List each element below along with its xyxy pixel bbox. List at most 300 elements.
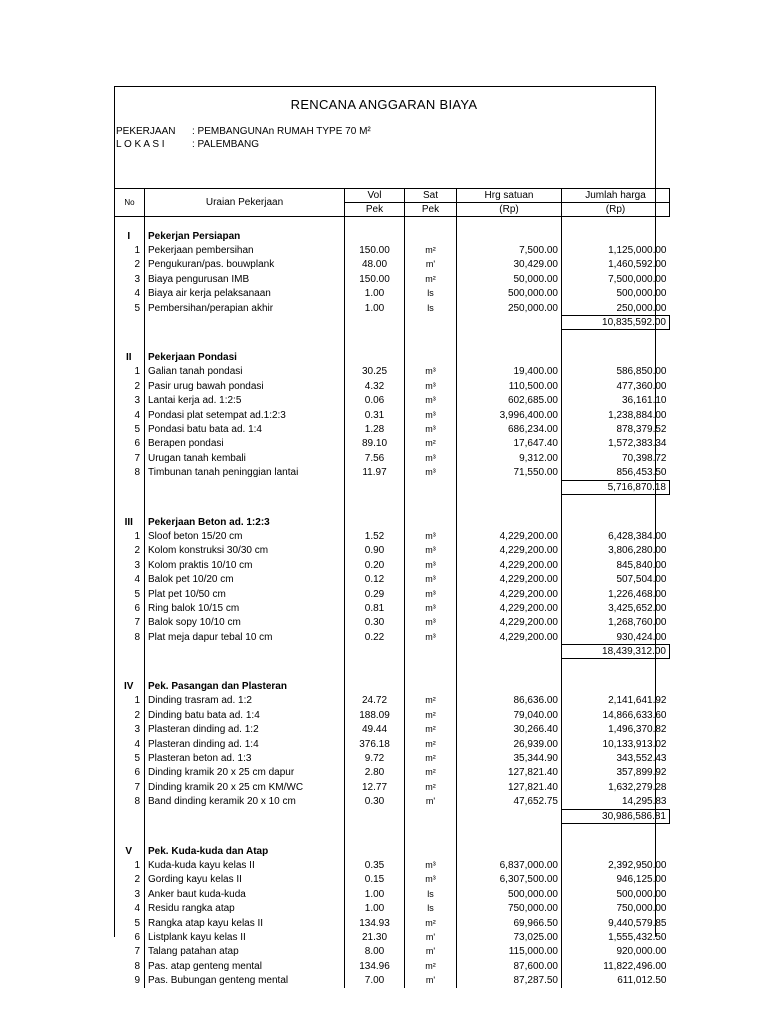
item-unit: m³ [405,451,457,465]
table-row [115,930,670,944]
empty-cell [405,229,457,243]
item-number: 7 [115,780,145,794]
item-description: Balok sopy 10/10 cm [145,616,345,630]
empty-cell [115,669,145,679]
item-total: 920,000.00 [616,946,667,958]
item-unit: m³ [405,408,457,422]
item-unit-price: 87,600.00 [457,959,562,973]
item-unit: m³ [405,572,457,586]
empty-cell [457,645,562,659]
item-number: 6 [115,437,145,451]
item-unit: m' [405,258,457,272]
empty-cell [562,505,670,515]
empty-cell [345,834,405,844]
item-description: Pas. Bubungan genteng mental [145,973,345,987]
subtotal-row [115,809,670,823]
item-number: 3 [115,394,145,408]
empty-cell [345,505,405,515]
empty-cell [405,809,457,823]
col-no: No [115,189,145,217]
item-unit-price: 127,821.40 [457,780,562,794]
empty-cell [145,823,345,834]
item-unit: m³ [405,558,457,572]
item-total: 1,555,432.50 [608,931,667,943]
item-total: 11,822,496.00 [603,960,667,972]
empty-cell [345,844,405,858]
item-volume: 0.81 [345,601,405,615]
item-description: Gording kayu kelas II [145,873,345,887]
item-description: Kolom praktis 10/10 cm [145,558,345,572]
table-row [115,451,670,465]
empty-cell [562,844,670,858]
item-total: 1,572,383.34 [608,438,667,450]
item-description: Talang patahan atap [145,945,345,959]
item-volume: 0.20 [345,558,405,572]
section-header-row [115,229,670,243]
item-description: Plasteran dinding ad. 1:2 [145,723,345,737]
item-unit: m² [405,437,457,451]
item-number: 1 [115,365,145,379]
empty-cell [457,834,562,844]
empty-cell [345,494,405,505]
item-volume: 1.00 [345,901,405,915]
table-body [115,217,670,988]
col-sat-sub: Pek [405,203,457,217]
item-total: 1,632,279.28 [608,781,667,793]
spacer-row [115,494,670,505]
item-description: Sloof beton 15/20 cm [145,529,345,543]
item-total: 1,226,468.00 [608,588,667,600]
item-total: 611,012.50 [617,975,667,987]
table-row [115,780,670,794]
empty-cell [145,659,345,670]
item-number: 2 [115,708,145,722]
col-jml-sub: (Rp) [562,203,670,217]
item-unit-price: 750,000.00 [457,901,562,915]
empty-cell [145,217,345,230]
item-total: 357,899.92 [616,767,667,779]
empty-cell [405,844,457,858]
table-row [115,558,670,572]
item-volume: 7.00 [345,973,405,987]
item-total: 70,398.72 [622,452,667,464]
empty-cell [345,515,405,529]
empty-cell [457,669,562,679]
item-unit-price: 69,966.50 [457,916,562,930]
item-volume: 150.00 [345,243,405,257]
empty-cell [562,494,670,505]
item-number: 7 [115,451,145,465]
item-total: 856,453.50 [616,467,667,479]
empty-cell [345,659,405,670]
item-unit: ls [405,901,457,915]
empty-cell [345,340,405,350]
item-unit-price: 50,000.00 [457,272,562,286]
empty-cell [345,823,405,834]
section-title: Pekerjaan Beton ad. 1:2:3 [145,515,345,529]
item-total: 3,806,280.00 [608,545,667,557]
empty-cell [457,480,562,494]
spacer-row [115,340,670,350]
item-volume: 0.90 [345,544,405,558]
item-number: 8 [115,795,145,810]
empty-cell [457,515,562,529]
pekerjaan-label: PEKERJAAN [116,126,176,137]
empty-cell [457,330,562,341]
empty-cell [457,823,562,834]
item-unit-price: 4,229,200.00 [457,558,562,572]
empty-cell [405,669,457,679]
item-total: 10,133,913.02 [602,738,667,750]
empty-cell [115,494,145,505]
empty-cell [405,823,457,834]
item-unit-price: 35,344.90 [457,751,562,765]
item-total: 2,141,641.92 [608,695,667,707]
item-unit-price: 30,429.00 [457,258,562,272]
item-total: 1,125,000.00 [608,245,667,257]
empty-cell [457,316,562,330]
item-unit: m² [405,766,457,780]
item-volume: 12.77 [345,780,405,794]
item-volume: 150.00 [345,272,405,286]
table-row [115,858,670,872]
empty-cell [405,480,457,494]
section-number: V [115,844,145,858]
table-row [115,708,670,722]
table-row [115,766,670,780]
item-number: 3 [115,558,145,572]
item-volume: 0.30 [345,616,405,630]
empty-cell [115,505,145,515]
item-unit: m³ [405,601,457,615]
item-number: 4 [115,408,145,422]
item-unit-price: 6,307,500.00 [457,873,562,887]
item-unit: m³ [405,873,457,887]
item-number: 5 [115,916,145,930]
section-subtotal: 10,835,592.00 [562,316,670,330]
empty-cell [405,645,457,659]
empty-cell [405,515,457,529]
item-number: 9 [115,973,145,987]
empty-cell [145,316,345,330]
spacer-row [115,505,670,515]
item-total: 1,496,370.82 [608,724,667,736]
item-unit-price: 4,229,200.00 [457,616,562,630]
table-row [115,795,670,810]
item-unit: m² [405,708,457,722]
item-description: Pekerjaan pembersihan [145,243,345,257]
table-row [115,544,670,558]
item-unit-price: 4,229,200.00 [457,601,562,615]
empty-cell [345,229,405,243]
lokasi-value: : PALEMBANG [192,139,260,150]
item-unit-price: 47,652.75 [457,795,562,810]
section-subtotal: 5,716,870.18 [562,480,670,494]
empty-cell [115,330,145,341]
item-unit: m' [405,945,457,959]
table-row [115,916,670,930]
table-row [115,630,670,645]
item-number: 3 [115,272,145,286]
spacer-row [115,834,670,844]
spacer-row [115,823,670,834]
item-number: 6 [115,766,145,780]
empty-cell [457,809,562,823]
item-volume: 0.12 [345,572,405,586]
item-volume: 0.22 [345,630,405,645]
item-total: 878,379.52 [616,423,667,435]
item-description: Band dinding keramik 20 x 10 cm [145,795,345,810]
empty-cell [405,340,457,350]
item-volume: 1.52 [345,529,405,543]
spacer-row [115,659,670,670]
item-unit: m³ [405,630,457,645]
empty-cell [345,330,405,341]
item-number: 8 [115,959,145,973]
item-number: 4 [115,737,145,751]
item-unit-price: 6,837,000.00 [457,858,562,872]
empty-cell [145,809,345,823]
col-vol: Vol [345,189,405,203]
item-unit: m² [405,694,457,708]
empty-cell [562,340,670,350]
item-unit-price: 110,500.00 [457,379,562,393]
empty-cell [562,823,670,834]
table-header [115,189,670,217]
item-unit: m³ [405,529,457,543]
table-row [115,973,670,987]
item-volume: 89.10 [345,437,405,451]
section-title: Pek. Kuda-kuda dan Atap [145,844,345,858]
item-unit: ls [405,287,457,301]
table-row [115,379,670,393]
item-unit: m³ [405,379,457,393]
empty-cell [562,515,670,529]
empty-cell [457,229,562,243]
section-header-row [115,844,670,858]
spacer-row [115,669,670,679]
empty-cell [345,316,405,330]
item-unit-price: 73,025.00 [457,930,562,944]
section-header-row [115,515,670,529]
table-row [115,723,670,737]
item-unit-price: 115,000.00 [457,945,562,959]
table-row [115,751,670,765]
item-total: 500,000.00 [616,288,667,300]
item-total: 586,850.00 [616,366,667,378]
table-row [115,529,670,543]
item-unit-price: 26,939.00 [457,737,562,751]
item-unit: m² [405,272,457,286]
table-row [115,945,670,959]
empty-cell [562,669,670,679]
section-title: Pek. Pasangan dan Plasteran [145,679,345,693]
item-number: 6 [115,601,145,615]
item-total: 7,500,000.00 [608,273,667,285]
item-volume: 134.93 [345,916,405,930]
empty-cell [405,217,457,230]
empty-cell [145,330,345,341]
item-description: Ring balok 10/15 cm [145,601,345,615]
empty-cell [405,494,457,505]
table-row [115,287,670,301]
empty-cell [405,316,457,330]
item-unit-price: 500,000.00 [457,287,562,301]
item-description: Berapen pondasi [145,437,345,451]
empty-cell [145,494,345,505]
item-total: 1,268,760.00 [608,617,667,629]
item-unit-price: 250,000.00 [457,301,562,316]
item-unit-price: 4,229,200.00 [457,572,562,586]
item-description: Timbunan tanah peninggian lantai [145,465,345,480]
item-description: Anker baut kuda-kuda [145,887,345,901]
spacer-row [115,330,670,341]
item-unit: ls [405,887,457,901]
empty-cell [115,316,145,330]
item-unit-price: 4,229,200.00 [457,529,562,543]
lokasi-row [116,139,259,150]
item-description: Residu rangka atap [145,901,345,915]
item-total: 946,125.00 [616,874,667,886]
item-description: Dinding trasram ad. 1:2 [145,694,345,708]
empty-cell [562,217,670,230]
item-volume: 134.96 [345,959,405,973]
empty-cell [115,809,145,823]
item-number: 4 [115,287,145,301]
empty-cell [562,350,670,364]
empty-cell [145,340,345,350]
item-number: 1 [115,529,145,543]
empty-cell [562,679,670,693]
item-volume: 30.25 [345,365,405,379]
item-description: Plat meja dapur tebal 10 cm [145,630,345,645]
item-unit-price: 4,229,200.00 [457,544,562,558]
item-volume: 376.18 [345,737,405,751]
item-number: 3 [115,723,145,737]
item-total: 845,840.00 [616,559,667,571]
col-jml: Jumlah harga [562,189,670,203]
empty-cell [457,679,562,693]
item-unit: m² [405,737,457,751]
empty-cell [405,834,457,844]
empty-cell [145,505,345,515]
empty-cell [115,659,145,670]
item-volume: 0.35 [345,858,405,872]
item-volume: 21.30 [345,930,405,944]
item-total: 14,866,633.60 [602,709,667,721]
item-description: Dinding kramik 20 x 25 cm KM/WC [145,780,345,794]
item-description: Biaya air kerja pelaksanaan [145,287,345,301]
empty-cell [457,340,562,350]
table-row [115,258,670,272]
table-row [115,901,670,915]
item-unit-price: 4,229,200.00 [457,587,562,601]
table-row [115,465,670,480]
empty-cell [145,645,345,659]
item-description: Dinding kramik 20 x 25 cm dapur [145,766,345,780]
item-number: 5 [115,301,145,316]
item-total: 2,392,950.00 [608,859,667,871]
item-volume: 8.00 [345,945,405,959]
item-volume: 1.00 [345,287,405,301]
item-number: 2 [115,258,145,272]
spacer-row [115,217,670,230]
empty-cell [115,217,145,230]
item-number: 5 [115,587,145,601]
col-sat: Sat [405,189,457,203]
item-unit-price: 7,500.00 [457,243,562,257]
table-row [115,394,670,408]
table-row [115,272,670,286]
item-volume: 0.31 [345,408,405,422]
empty-cell [115,480,145,494]
item-volume: 0.29 [345,587,405,601]
item-number: 3 [115,887,145,901]
item-unit: m² [405,780,457,794]
item-unit: m³ [405,544,457,558]
item-total: 6,428,384.00 [608,530,667,542]
item-description: Pondasi batu bata ad. 1:4 [145,422,345,436]
item-unit: m' [405,930,457,944]
item-number: 8 [115,630,145,645]
item-description: Plasteran beton ad. 1:3 [145,751,345,765]
empty-cell [115,823,145,834]
empty-cell [345,669,405,679]
empty-cell [405,679,457,693]
col-vol-sub: Pek [345,203,405,217]
item-total: 1,238,884.00 [608,409,667,421]
empty-cell [457,217,562,230]
item-description: Rangka atap kayu kelas II [145,916,345,930]
item-volume: 7.56 [345,451,405,465]
item-total: 477,360.00 [616,380,667,392]
subtotal-row [115,316,670,330]
item-total: 930,424.00 [616,631,667,643]
pekerjaan-value: : PEMBANGUNAn RUMAH TYPE 70 M² [192,126,371,137]
section-header-row [115,350,670,364]
lokasi-label: L O K A S I [116,139,165,150]
item-description: Plasteran dinding ad. 1:4 [145,737,345,751]
table-row [115,959,670,973]
item-description: Biaya pengurusan IMB [145,272,345,286]
item-unit-price: 87,287.50 [457,973,562,987]
page-title: RENCANA ANGGARAN BIAYA [290,97,478,112]
table-row [115,365,670,379]
item-unit: m³ [405,616,457,630]
empty-cell [115,340,145,350]
item-number: 5 [115,751,145,765]
section-title: Pekerjaan Pondasi [145,350,345,364]
table-row [115,601,670,615]
item-total: 14,295.83 [622,796,667,808]
item-description: Plat pet 10/50 cm [145,587,345,601]
item-number: 2 [115,544,145,558]
table-row [115,694,670,708]
empty-cell [562,229,670,243]
item-unit: m³ [405,587,457,601]
item-unit: m³ [405,465,457,480]
item-description: Balok pet 10/20 cm [145,572,345,586]
item-unit-price: 86,636.00 [457,694,562,708]
item-unit-price: 79,040.00 [457,708,562,722]
item-volume: 11.97 [345,465,405,480]
item-number: 6 [115,930,145,944]
table-row [115,616,670,630]
item-description: Listplank kayu kelas II [145,930,345,944]
item-number: 4 [115,901,145,915]
empty-cell [457,350,562,364]
table-row [115,572,670,586]
